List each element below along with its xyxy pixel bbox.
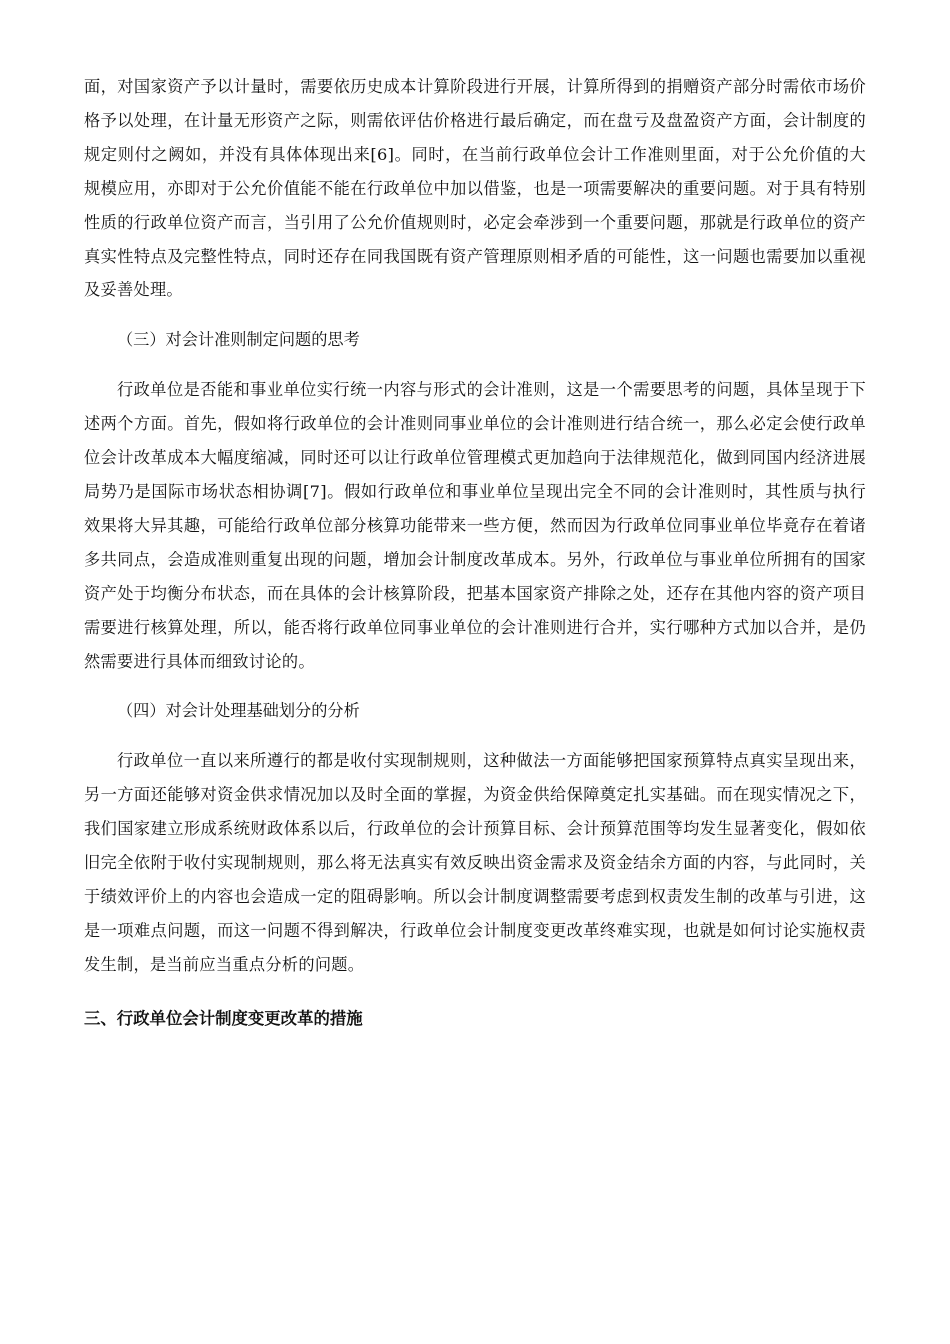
spacer xyxy=(84,357,866,373)
spacer xyxy=(84,982,866,1002)
paragraph-accounting-standards: 行政单位是否能和事业单位实行统一内容与形式的会计准则，这是一个需要思考的问题，具体呈现于下述两个方面。首先，假如将行政单位的会计准则同事业单位的会计准则进行结合统一，那么必定会使行政单位会计改革成本大幅度缩减，同时还可以让行政单位管理模式更加趋向于法律规范化，做到同国内经济进展局势乃是国际市场状态相协调[7]。假如行政单位和事业单位呈现出完全不同的会计准则时，其性质与执行效果将大异其趣，可能给行政单位部分核算功能带来一些方便，然而因为行政单位同事业单位毕竟存在着诸多共同点，会造成准则重复出现的问题，增加会计制度改革成本。另外，行政单位与事业单位所拥有的国家资产处于均衡分布状态，而在具体的会计核算阶段，把基本国家资产排除之处，还存在其他内容的资产项目需要进行核算处理，所以，能否将行政单位同事业单位的会计准则进行合并，实行哪种方式加以合并，是仍然需要进行具体而细致讨论的。 xyxy=(84,380,866,671)
chapter-heading-reform-measures: 三、行政单位会计制度变更改革的措施 xyxy=(84,1008,363,1028)
document-page xyxy=(84,70,866,1036)
spacer xyxy=(84,678,866,694)
paragraph-accounting-basis: 行政单位一直以来所遵行的都是收付实现制规则，这种做法一方面能够把国家预算特点真实呈现出来，另一方面还能够对资金供求情况加以及时全面的掌握，为资金供给保障奠定扎实基础。而在现实情况之下，我们国家建立形成系统财政体系以后，行政单位的会计预算目标、会计预算范围等均发生显著变化，假如依旧完全依附于收付实现制规则，那么将无法真实有效反映出资金需求及资金结余方面的内容，与此同时，关于绩效评价上的内容也会造成一定的阻碍影响。所以会计制度调整需要考虑到权责发生制的改革与引进，这是一项难点问题，而这一问题不得到解决，行政单位会计制度变更改革终难实现，也就是如何讨论实施权责发生制，是当前应当重点分析的问题。 xyxy=(84,751,866,974)
section-heading-accounting-basis: （四）对会计处理基础划分的分析 xyxy=(117,701,360,721)
section-heading-accounting-standards: （三）对会计准则制定问题的思考 xyxy=(117,330,360,350)
paragraph-asset-measurement: 面，对国家资产予以计量时，需要依历史成本计算阶段进行开展，计算所得到的捐赠资产部分时需依市场价格予以处理，在计量无形资产之际，则需依评估价格进行最后确定，而在盘亏及盘盈资产方面，会计制度的规定则付之阙如，并没有具体体现出来[6]。同时，在当前行政单位会计工作准则里面，对于公允价值的大规模应用，亦即对于公允价值能不能在行政单位中加以借鉴，也是一项需要解决的重要问题。对于具有特别性质的行政单位资产而言，当引用了公允价值规则时，必定会牵涉到一个重要问题，那就是行政单位的资产真实性特点及完整性特点，同时还存在同我国既有资产管理原则相矛盾的可能性，这一问题也需要加以重视及妥善处理。 xyxy=(84,77,866,300)
spacer xyxy=(84,728,866,744)
spacer xyxy=(84,307,866,323)
